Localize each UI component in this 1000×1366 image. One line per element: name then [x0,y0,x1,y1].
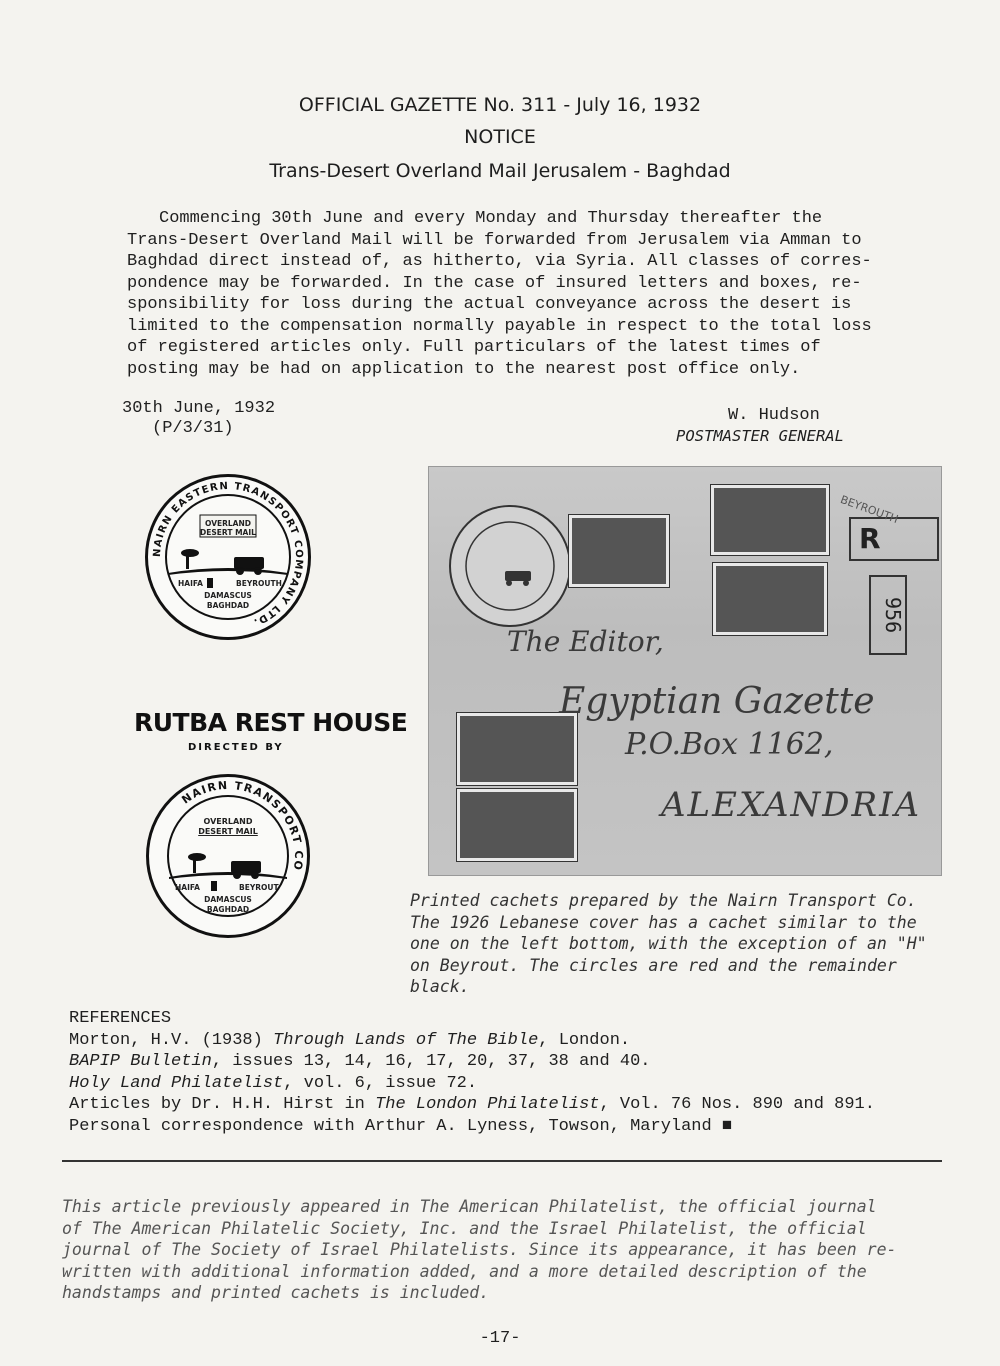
postage-stamp [457,713,577,785]
cachet1-cities [148,591,308,611]
registration-number: 956 [869,575,907,655]
footnote [62,1196,944,1304]
svg-text:NAIRN TRANSPORT CO: NAIRN TRANSPORT CO [179,778,306,873]
cachet2-overland: OVERLAND [203,817,253,826]
directed-by: DIRECTED BY [188,742,284,753]
postage-stamp [457,789,577,861]
cover-addressee: The Editor, [507,625,664,658]
cachet-nairn-transport [146,774,310,938]
notice-line: Baghdad direct instead of, as hitherto, via Syria. All classes of corres- [127,252,872,271]
cachet2-baghdad: BAGHDAD [206,905,250,914]
cover-newspaper: Egyptian Gazette [559,681,875,722]
postage-stamp [713,563,827,635]
notice-line: posting may be had on application to the nearest post office only. [127,359,801,379]
divider [62,1160,942,1162]
caption-line: one on the left bottom, with the exception of an "H" [410,934,927,953]
reference-item [69,1051,909,1073]
cover-photo [428,466,942,876]
cachet1-right-city: BEYROUTH [236,579,282,588]
ref-rest: , London. [538,1030,631,1050]
cachet2-desert-mail: DESERT MAIL [198,827,258,836]
cachet1-overland: OVERLAND [205,519,251,528]
notice-ref-code: (P/3/31) [152,419,234,438]
cachet1-desert-mail: DESERT MAIL [200,528,256,537]
notice-line: Commencing 30th June and every Monday and Thursday thereafter the [159,209,823,228]
caption-line: The 1926 Lebanese cover has a cachet similar to the [410,912,917,932]
cachet2-cities [149,895,307,915]
footnote-line: This article previously appeared in The American Philatelist, the official journal [62,1197,877,1216]
ref-title: BAPIP Bulletin [69,1052,212,1071]
notice-subtitle: Trans-Desert Overland Mail Jerusalem - Baghdad [269,160,731,182]
ref-rest: , issues 13, 14, 16, 17, 20, 37, 38 and 40. [211,1052,651,1071]
page-number: -17- [479,1329,521,1348]
ref-title: Through Lands of The Bible [273,1030,539,1050]
gazette-title: OFFICIAL GAZETTE No. 311 - July 16, 1932 [298,94,702,116]
postage-stamp [569,515,669,587]
rutba-title: RUTBA REST HOUSE [134,708,408,737]
cachet2-right-city: BEYROUT [239,883,279,892]
cachet2-left-city: HAIFA [175,883,200,892]
postage-stamp [711,485,829,555]
cover-city: ALEXANDRIA [661,785,922,825]
reference-item [69,1094,909,1116]
cachet-nairn-eastern [145,474,311,640]
references [69,1008,909,1137]
ref-title: The London Philatelist [375,1095,600,1114]
notice-heading: NOTICE [464,126,536,148]
footnote-line: of The American Philatelic Society, Inc. and the Israel Philatelist, the official [62,1218,867,1238]
photo-caption [410,890,946,998]
cachet2-damascus: DAMASCUS [204,895,252,904]
notice-line: limited to the compensation normally payable in respect to the total loss [127,316,872,336]
cachet2-inner [149,817,307,837]
notice-line: of registered articles only. Full particulars of the latest times of [127,338,821,357]
ref-rest: , Vol. 76 Nos. 890 and 891. [599,1095,875,1114]
svg-text:NAIRN EASTERN TRANSPORT COMPAN: NAIRN EASTERN TRANSPORT COMPANY LTD. [151,480,305,629]
notice-line: sponsibility for loss during the actual conveyance across the desert is [127,295,852,314]
footnote-line: journal of The Society of Israel Philatelists. Since its appearance, it has been re- [62,1240,897,1259]
signature-title: POSTMASTER GENERAL [676,427,844,445]
ref-rest: , vol. 6, issue 72. [283,1073,478,1093]
cachet1-baghdad: BAGHDAD [206,601,250,610]
postmark: BEYROUTH [838,493,900,526]
reference-item [69,1073,909,1095]
cover-cachet [449,505,571,627]
footnote-line: handstamps and printed cachets is included. [62,1283,490,1302]
reference-item [69,1030,909,1052]
ref-title: Holy Land Philatelist [69,1073,284,1093]
registration-label: R [849,517,939,561]
cover-cachet-icon [451,507,569,625]
ref-author: Articles by Dr. H.H. Hirst in [69,1095,376,1114]
notice-line: Trans-Desert Overland Mail will be forwarded from Jerusalem via Amman to [127,230,862,250]
cachet1-damascus: DAMASCUS [204,591,252,600]
reference-item: Personal correspondence with Arthur A. Lyness, Towson, Maryland ■ [69,1116,733,1136]
caption-line: Printed cachets prepared by the Nairn Transport Co. [410,891,917,910]
cachet1-left-city: HAIFA [178,579,203,588]
caption-line: black. [410,977,470,996]
notice-date: 30th June, 1932 [122,399,276,418]
footnote-line: written with additional information added, and a more detailed description of the [62,1261,867,1281]
notice-line: pondence may be forwarded. In the case of insured letters and boxes, re- [127,273,862,293]
signature-name: W. Hudson [728,406,820,425]
cover-pobox: P.O.Box 1162, [625,727,834,762]
ref-author: Morton, H.V. (1938) [69,1030,274,1050]
caption-line: on Beyrout. The circles are red and the remainder [410,955,897,975]
cachet1-inner [148,519,308,537]
references-heading: REFERENCES [69,1009,172,1028]
notice-body [127,208,895,380]
cachet-ring-icon [148,477,308,637]
